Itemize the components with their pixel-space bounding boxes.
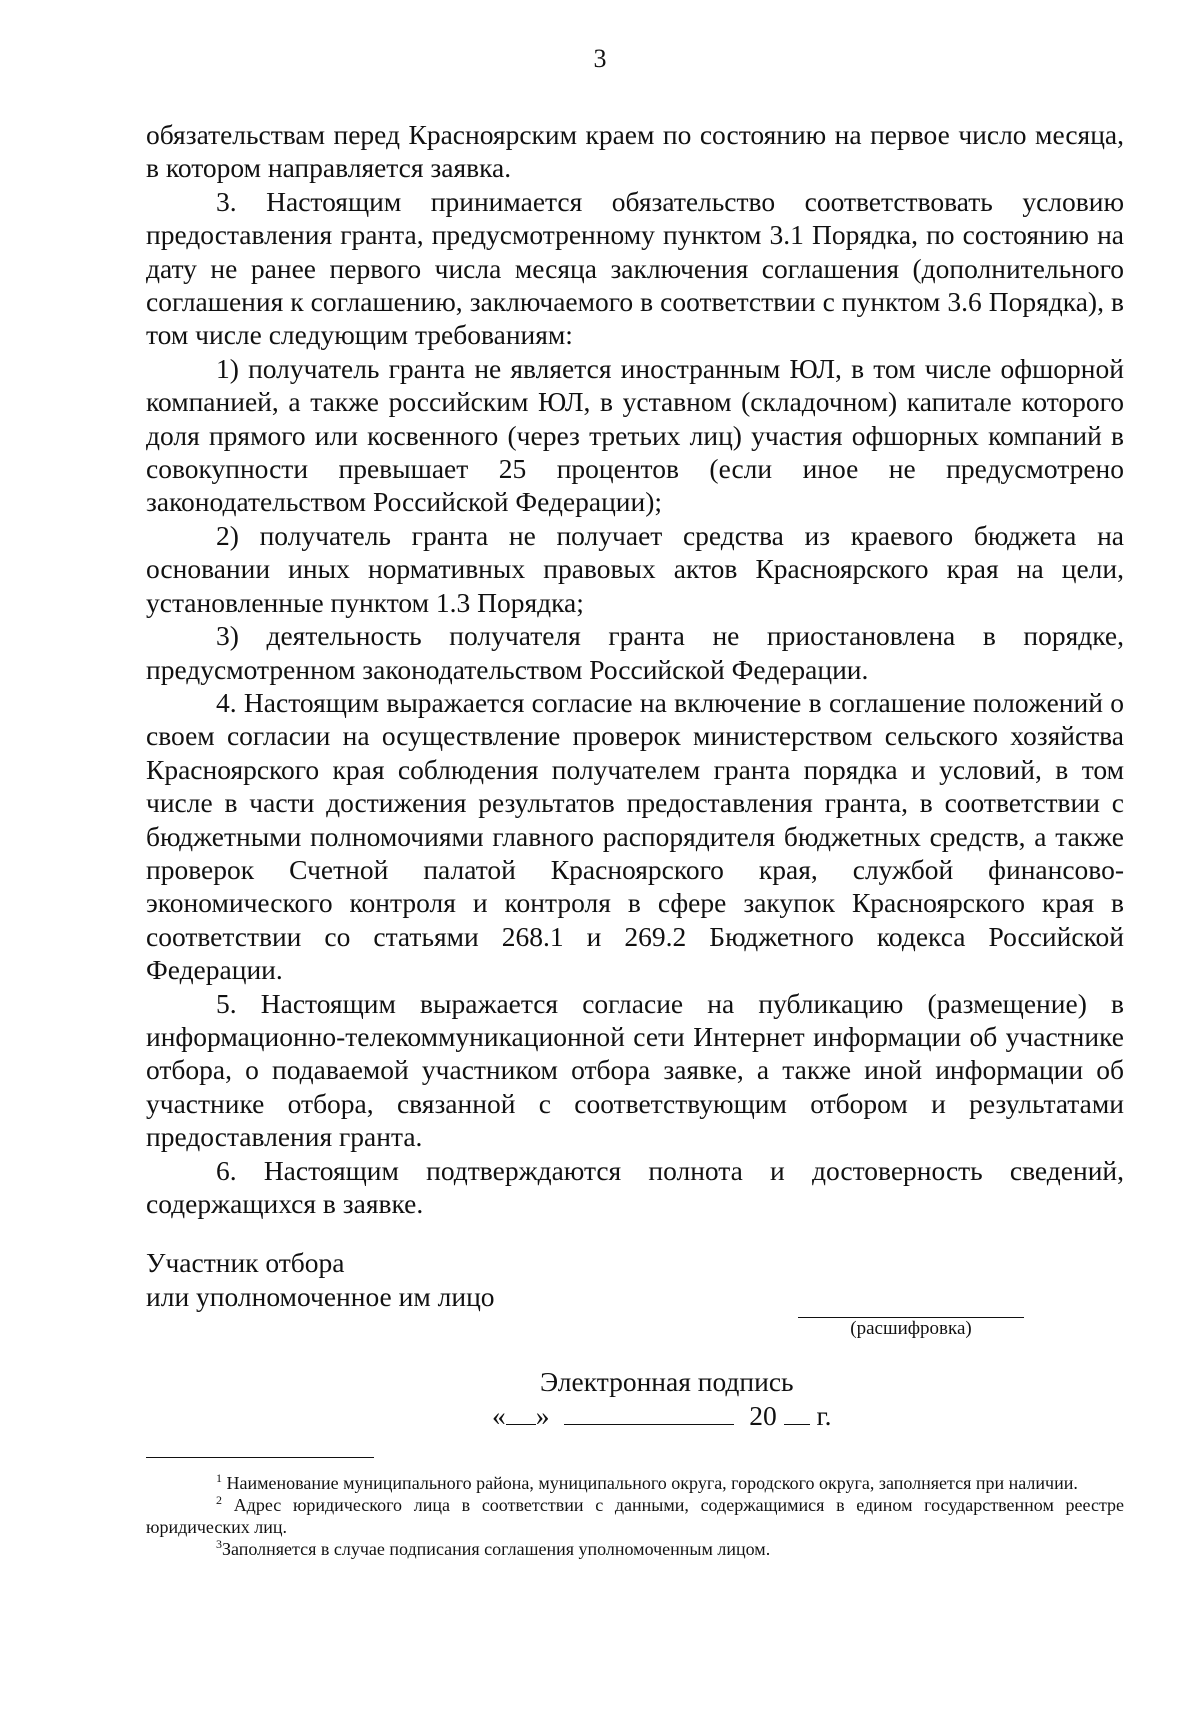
page-number: 3 xyxy=(593,44,607,73)
date-line xyxy=(492,1400,832,1432)
date-close-quote: » xyxy=(535,1400,550,1431)
footnote-1 xyxy=(146,1472,1124,1494)
paragraph-item-4: 4. Настоящим выражается согласие на включение в соглашение положений о своем согласии на осуществление проверок министерством сельского хозяйства Красноярского края соблюдения получателем гранта порядка и условий, в том числе в части достижения результатов предоставления гранта, в соответствии с бюджетными полномочиями главного распорядителя бюджетных средств, а также проверок Счетной палатой Красноярского края, службой финансово-экономического контроля и контроля в сфере закупок Красноярского края в соответствии со статьями 268.1 и 269.2 Бюджетного кодекса Российской Федерации. xyxy=(146,686,1124,986)
footnote-mark: 3 xyxy=(216,1537,222,1551)
participant-label-line1: Участник отбора xyxy=(146,1247,345,1278)
month-blank xyxy=(564,1400,734,1425)
footnote-2 xyxy=(146,1494,1124,1538)
paragraph-item-5: 5. Настоящим выражается согласие на публикацию (размещение) в информационно-телекоммуникационной сети Интернет информации об участнике отбора, о подаваемой участником отбора заявке, а также иной информации об участнике отбора, связанной с соответствующим отбором и результатами предоставления гранта. xyxy=(146,987,1124,1153)
electronic-signature-label: Электронная подпись xyxy=(540,1366,794,1397)
year-prefix: 20 xyxy=(749,1400,777,1431)
footnote-3 xyxy=(146,1538,1124,1560)
date-open-quote: « xyxy=(492,1400,506,1431)
footnote-text: Заполняется в случае подписания соглашения уполномоченным лицом. xyxy=(222,1539,771,1559)
footnote-separator xyxy=(146,1457,374,1458)
paragraph-subitem-1: 1) получатель гранта не является иностранным ЮЛ, в том числе офшорной компанией, а также российским ЮЛ, в уставном (складочном) капитале которого доля прямого или косвенного (через третьих лиц) участия офшорных компаний в совокупности превышает 25 процентов (если иное не предусмотрено законодательством Российской Федерации); xyxy=(146,352,1124,518)
paragraph-subitem-3: 3) деятельность получателя гранта не приостановлена в порядке, предусмотренном законодательством Российской Федерации. xyxy=(146,620,1124,685)
participant-label-line2: или уполномоченное им лицо xyxy=(146,1281,495,1312)
day-blank xyxy=(506,1400,536,1425)
footnote-text: Адрес юридического лица в соответствии с данными, содержащимися в едином государственном реестре юридических лиц. xyxy=(146,1495,1125,1537)
signature-block xyxy=(146,1246,1124,1314)
footnote-text: Наименование муниципального района, муниципального округа, городского округа, заполняется при наличии. xyxy=(226,1473,1078,1493)
paragraph-item-6: 6. Настоящим подтверждаются полнота и достоверность сведений, содержащихся в заявке. xyxy=(146,1154,1124,1219)
paragraph-item-3: 3. Настоящим принимается обязательство соответствовать условию предоставления гранта, предусмотренному пунктом 3.1 Порядка, по состоянию на дату не ранее первого числа месяца заключения соглашения (дополнительного соглашения к соглашению, заключаемого в соответствии с пунктом 3.6 Порядка), в том числе следующим требованиям: xyxy=(146,185,1124,351)
paragraph-continuation: обязательствам перед Красноярским краем по состоянию на первое число месяца, в котором направляется заявка. xyxy=(146,119,1124,184)
decode-caption: (расшифровка) xyxy=(850,1318,972,1339)
footnote-mark: 1 xyxy=(216,1471,222,1485)
footnote-mark: 2 xyxy=(216,1493,222,1507)
paragraph-subitem-2: 2) получатель гранта не получает средства из краевого бюджета на основании иных нормативных правовых актов Красноярского края на цели, установленные пунктом 1.3 Порядка; xyxy=(146,519,1124,618)
document-body xyxy=(146,118,1124,1220)
footnotes xyxy=(146,1472,1124,1560)
year-suffix: г. xyxy=(816,1400,832,1431)
year-blank xyxy=(784,1400,810,1425)
